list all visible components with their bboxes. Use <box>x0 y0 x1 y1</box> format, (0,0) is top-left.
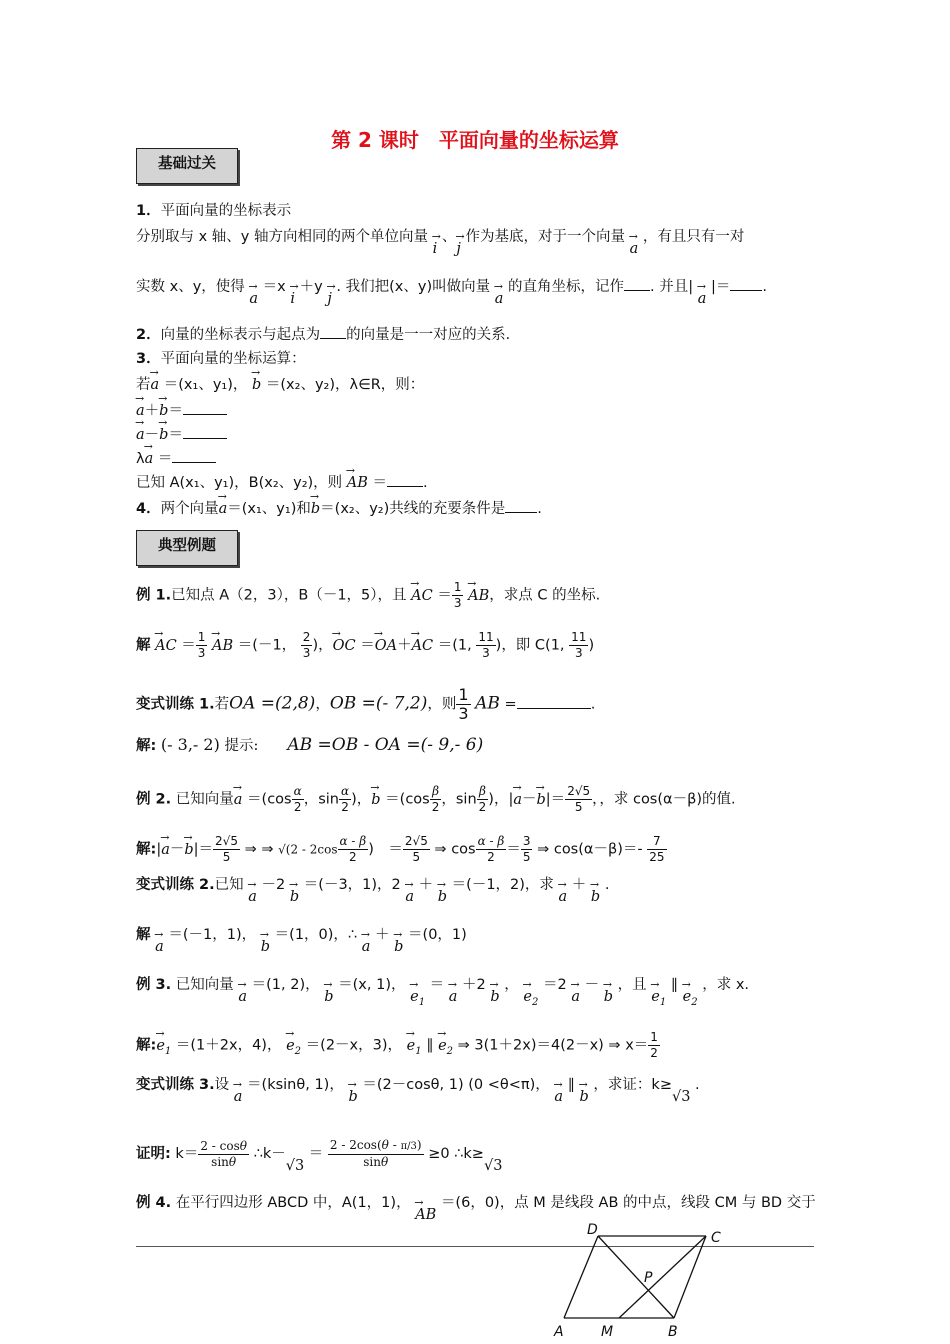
example-3-solution: 解:→ $e_1 =(1+2x$，4)， → $e_2 =(2-x$，3)， → $e_1$ ∥ → $e_2$ ⇒ 3(1＋2x)＝4(2－x) ⇒ x＝ $\frac{1}{2}$ <box>136 1030 660 1062</box>
example-1-question: 例 1.已知点 A（2，3），B（－1，5），且 → AC ＝ $\frac{1}{3}$ → AB，求点 C 的坐标. <box>136 580 600 611</box>
example-2-question: 例 2. 已知向量→ a ＝(cos $\frac{\alpha}{2}$ ，sin $\frac{\alpha}{2}$ )，→ b ＝(cos $\frac{\beta}{2}$ ，sin $\frac{\beta}{2}$ )，|→ a－→ b|＝ $\frac{2√5}{5}$ ，，求 cos(α－β)的值. <box>136 784 736 815</box>
variation-1-question: 变式训练 1.若OA =(2,8)，OB =(- 7,2)，则 $\frac{1}{3}$ AB = . <box>136 685 596 723</box>
label-b: B <box>668 1324 678 1340</box>
item-1-para-2: 实数 x、y，使得 → a ＝x → i ＋y → j . 我们把(x、y)叫做向量 → a 的直角坐标，记作 . 并且| → a |＝ . <box>136 276 767 298</box>
item-3-sum: → a＋→ b＝ <box>136 400 227 422</box>
section-examples: 典型例题 <box>136 530 238 566</box>
label-a: A <box>554 1324 564 1340</box>
item-4: 4．两个向量→ a＝(x₁、y₁)和→ b＝(x₂、y₂)共线的充要条件是 . <box>136 498 542 520</box>
item-3-scalar: λ→ a ＝ <box>136 448 216 470</box>
example-1-solution: 解 → AC ＝ $\frac{1}{3}$ → AB ＝(－1， $\frac{2}{3}$ )，→ OC ＝→ OA＋→ AC ＝(1, $\frac{11}{3}$ )，即 C(1, $\frac{11}{3}$ ) <box>136 630 594 661</box>
variation-3-question: 变式训练 3.设 → a ＝(ksinθ, 1)， → b ＝(2－cosθ, 1) (0 <θ<π)， → a ∥ → b ，求证：k≥√3 . <box>136 1074 700 1096</box>
side-da <box>564 1236 598 1318</box>
item-2: 2．向量的坐标表示与起点为 的向量是一一对应的关系． <box>136 324 520 346</box>
item-1-para-1: 分别取与 x 轴、y 轴方向相同的两个单位向量 → i 、→ j 作为基底，对于一个向量 → a ，有且只有一对 <box>136 226 744 248</box>
label-m: M <box>601 1324 614 1340</box>
item-1-heading: 1．平面向量的坐标表示 <box>136 203 292 219</box>
variation-2-solution: 解 → a ＝(－1，1)， → b ＝(1，0)，∴ → a ＋ → b ＝(0，1) <box>136 924 467 946</box>
proof: 证明: k＝ $\frac{2 - \cos\theta}{\sin\theta}$ ∴k－√3 ＝ $\frac{2 - 2\cos(\theta - \pi/3)}{\sin\theta}$ ≥0 ∴k≥√3 <box>136 1138 503 1174</box>
example-2-solution: 解:|→ a－→ b|＝ $\frac{2√5}{5}$ ⇒ ⇒ √(2 - 2cos $\frac{\alpha - \beta}{2}$ ) ＝ $\frac{2√5}{5}$ ⇒ cos $\frac{\alpha - \beta}{2}$ ＝ $\frac{3}{5}$ ⇒ cos(α－β)＝- $\frac{7}{25}$ <box>136 834 667 865</box>
section-basic: 基础过关 <box>136 148 238 184</box>
label-c: C <box>711 1230 721 1246</box>
label-d: D <box>587 1222 598 1238</box>
side-bc <box>674 1236 706 1318</box>
item-3-ab: 已知 A(x₁、y₁)，B(x₂、y₂)，则 → AB ＝ . <box>136 472 428 494</box>
page-title: 第 2 课时 平面向量的坐标运算 <box>331 128 619 152</box>
item-3-given: 若→ a ＝(x₁、y₁)， → b ＝(x₂、y₂)，λ∈R，则： <box>136 374 424 396</box>
variation-2-question: 变式训练 2.已知 → a －2 → b ＝(－3，1)，2 → a ＋ → b ＝(－1，2)，求 → a ＋ → b . <box>136 874 609 896</box>
example-4-question: 例 4. 在平行四边形 ABCD 中，A(1，1)， → AB ＝(6，0)，点 M 是线段 AB 的中点，线段 CM 与 BD 交于 <box>136 1192 816 1214</box>
label-p: P <box>644 1270 653 1286</box>
parallelogram-figure <box>540 1218 740 1344</box>
item-3-heading: 3．平面向量的坐标运算： <box>136 351 306 367</box>
example-3-question: 例 3. 已知向量 → a ＝(1, 2)， → b ＝(x, 1)， → $e_1$ ＝ → a ＋2 → b ， → $e_2 =2 \to a$ － → b ，且 → $e_1$ ∥ → $e_2$ ，求 x. <box>136 974 749 1002</box>
item-3-difference: → a－→ b＝ <box>136 424 227 446</box>
variation-1-solution: 解: (- 3,- 2) 提示: AB =OB - OA =(- 9,- 6) <box>136 735 484 755</box>
